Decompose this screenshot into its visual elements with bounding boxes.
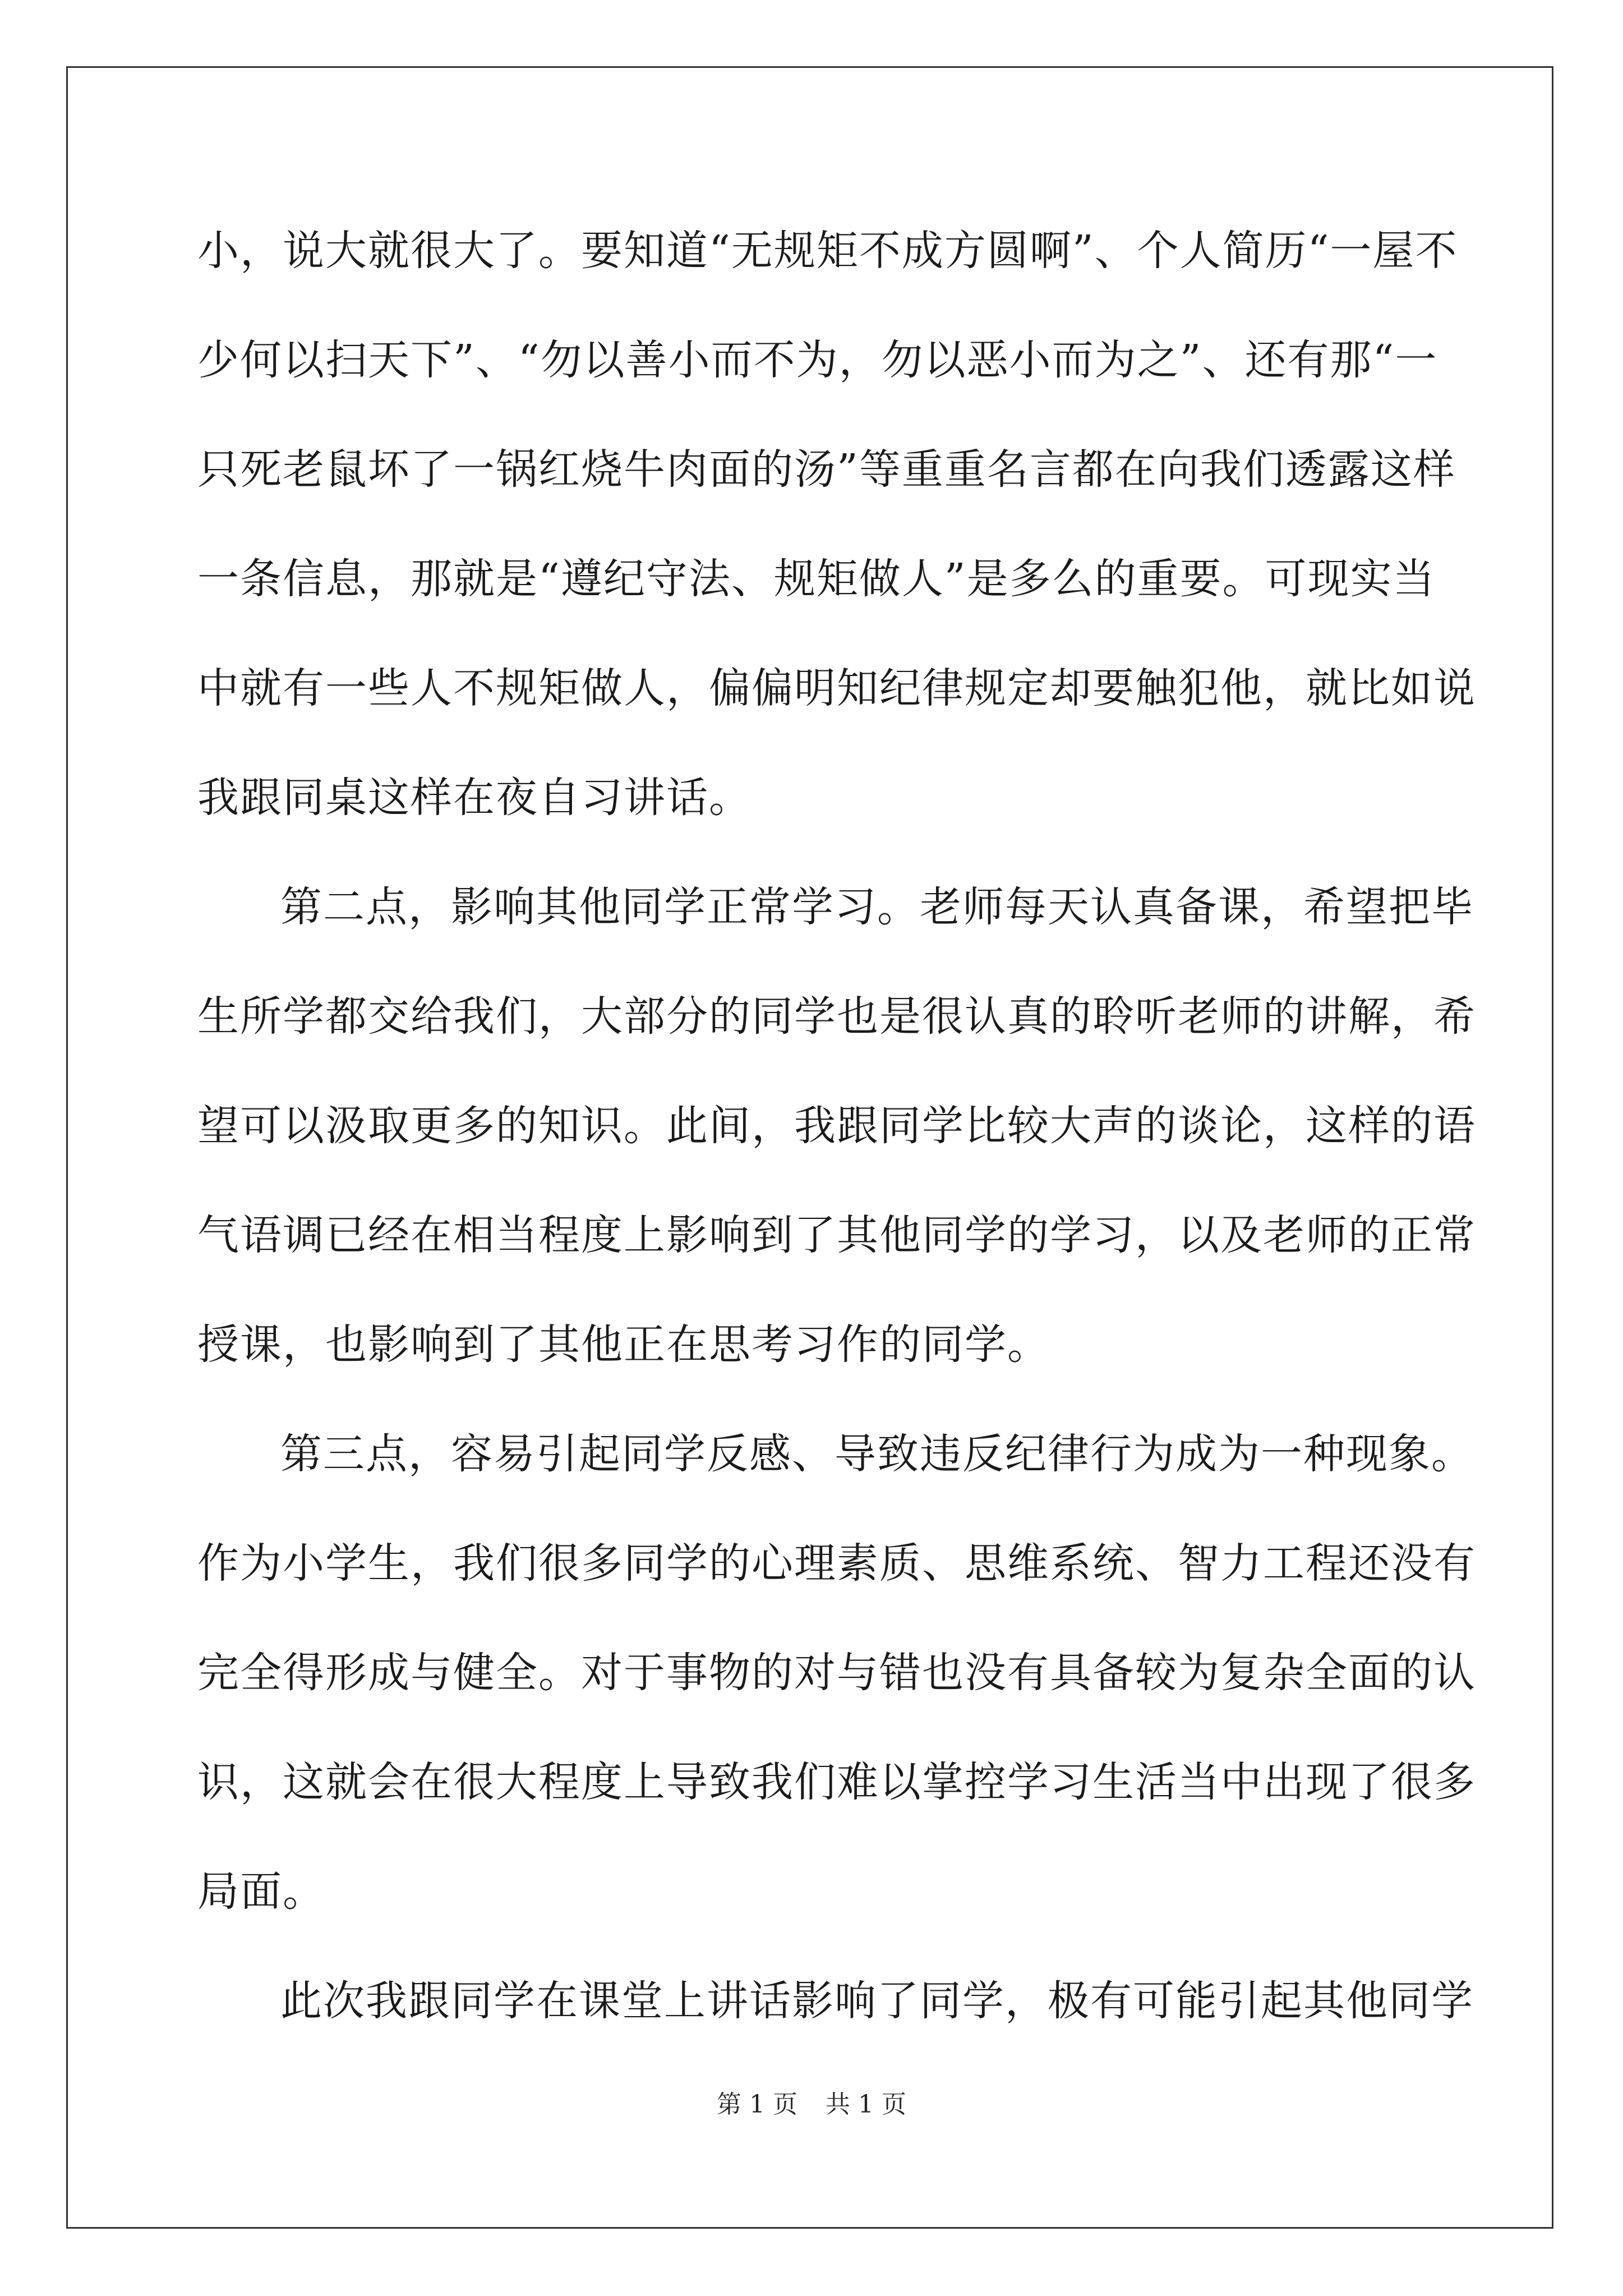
- page-footer: [0, 2084, 1623, 2120]
- text-line: 识，这就会在很大程度上导致我们难以掌控学习生活当中出现了很多: [197, 1758, 1476, 1806]
- text-line: 少何以扫天下”、“勿以善小而不为，勿以恶小而为之”、还有那“一: [197, 336, 1438, 384]
- text-line: 授课，也影响到了其他正在思考习作的同学。: [197, 1320, 1050, 1369]
- text-line: 一条信息，那就是“遵纪守法、规矩做人”是多么的重要。可现实当: [197, 555, 1436, 603]
- text-line: 望可以汲取更多的知识。此间，我跟同学比较大声的谈论，这样的语: [197, 1102, 1476, 1150]
- text-line: 局面。: [197, 1867, 325, 1916]
- text-line: 完全得形成与健全。对于事物的对与错也没有具备较为复杂全面的认: [197, 1649, 1476, 1697]
- text-line: 作为小学生，我们很多同学的心理素质、思维系统、智力工程还没有: [197, 1539, 1476, 1588]
- text-line: 生所学都交给我们，大部分的同学也是很认真的聆听老师的讲解，希: [197, 992, 1476, 1041]
- text-line: 只死老鼠坏了一锅红烧牛肉面的汤”等重重名言都在向我们透露这样: [197, 445, 1456, 494]
- page-number: 第 1 页: [717, 2090, 797, 2119]
- text-line: 中就有一些人不规矩做人，偏偏明知纪律规定却要触犯他，就比如说: [197, 664, 1476, 712]
- text-line: 气语调已经在相当程度上影响到了其他同学的学习，以及老师的正常: [197, 1211, 1476, 1259]
- text-line: 我跟同桌这样在夜自习讲话。: [197, 774, 751, 822]
- text-line: 小，说大就很大了。要知道“无规矩不成方圆啊”、个人简历“一屋不: [197, 227, 1458, 275]
- paragraph-first-line: 第二点，影响其他同学正常学习。老师每天认真备课，希望把毕: [280, 883, 1474, 931]
- page-total: 共 1 页: [826, 2090, 906, 2119]
- paragraph-first-line: 此次我跟同学在课堂上讲话影响了同学，极有可能引起其他同学: [280, 1977, 1474, 2025]
- paragraph-first-line: 第三点，容易引起同学反感、导致违反纪律行为成为一种现象。: [280, 1430, 1474, 1478]
- document-body: [197, 196, 1476, 2056]
